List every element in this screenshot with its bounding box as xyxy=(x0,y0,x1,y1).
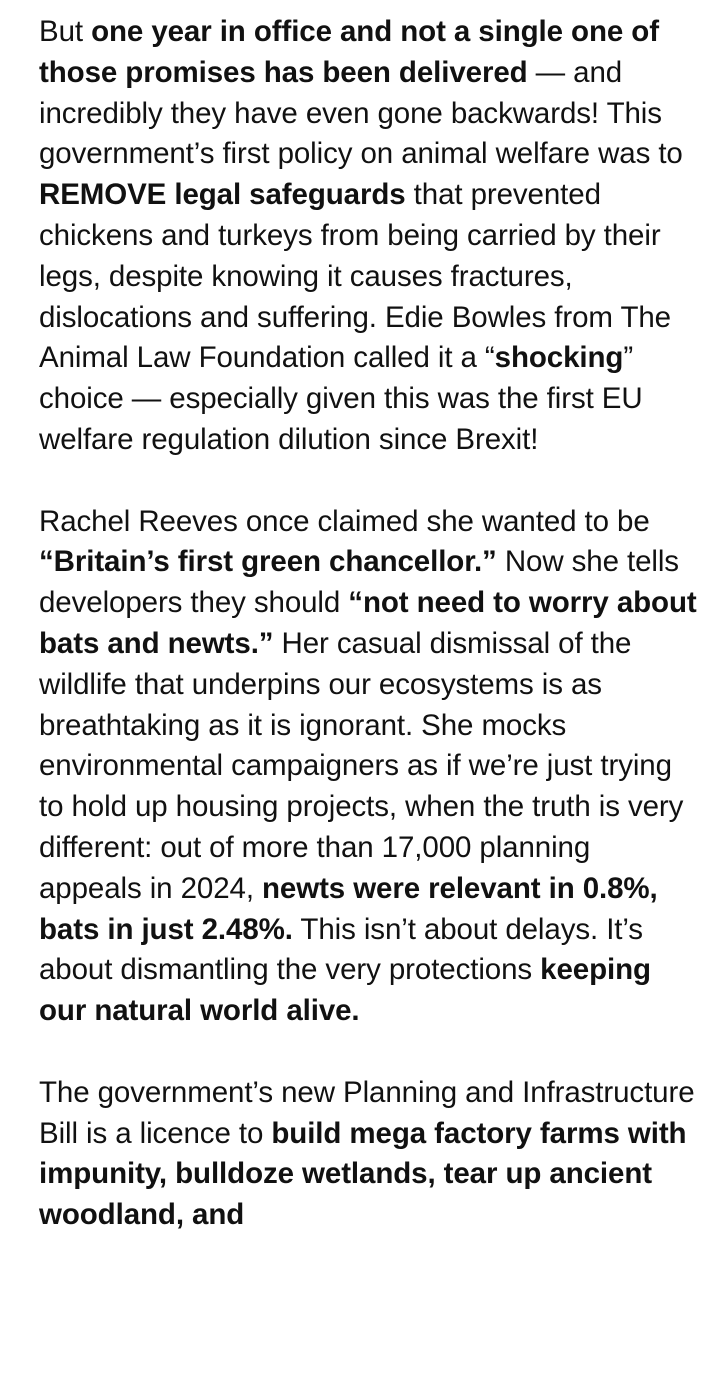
text-run: — and incredibly they have even gone backwards! This government’s first policy on animal welfare was to xyxy=(39,55,683,171)
text-run: Now she tells developers they should xyxy=(39,545,679,620)
text-run: But xyxy=(39,15,92,48)
bold-text-run: one year in office and not a single one of those promises has been delivered xyxy=(39,15,659,89)
bold-text-run: newts were relevant in 0.8%, bats in just 2.48%. xyxy=(39,871,658,946)
bold-text-run: keeping our natural world alive. xyxy=(39,953,651,1028)
paragraph-1 xyxy=(39,12,699,461)
text-run: that prevented chickens and turkeys from being carried by their legs, despite knowing it causes fractures, dislocations and suffering. Edie Bowles from The Animal Law Foundation called it a “ xyxy=(39,178,671,375)
paragraph-3 xyxy=(39,1073,699,1236)
bold-text-run: “not need to worry about bats and newts.” xyxy=(39,586,697,660)
bold-text-run: “Britain’s first green chancellor.” xyxy=(39,545,497,579)
paragraph-2 xyxy=(39,502,699,1032)
bold-text-run: build mega factory farms with impunity, bulldoze wetlands, tear up ancient woodland, and xyxy=(39,1116,687,1232)
article-body xyxy=(39,12,699,1277)
text-run: Her casual dismissal of the wildlife that underpins our ecosystems is as breathtaking as it is ignorant. She mocks environmental campaigners as if we’re just trying to hold up housing projects, when the truth is very different: out of more than 17,000 planning appeals in 2024, xyxy=(39,626,684,905)
bold-text-run: REMOVE legal safeguards xyxy=(39,178,406,212)
text-run: Rachel Reeves once claimed she wanted to be xyxy=(39,504,650,538)
text-run: ” choice — especially given this was the first EU welfare regulation dilution since Brexit! xyxy=(39,341,643,456)
text-run: This isn’t about delays. It’s about dismantling the very protections xyxy=(39,912,643,987)
bold-text-run: shocking xyxy=(494,341,624,375)
text-run: The government’s new Planning and Infrastructure Bill is a licence to xyxy=(39,1075,695,1150)
